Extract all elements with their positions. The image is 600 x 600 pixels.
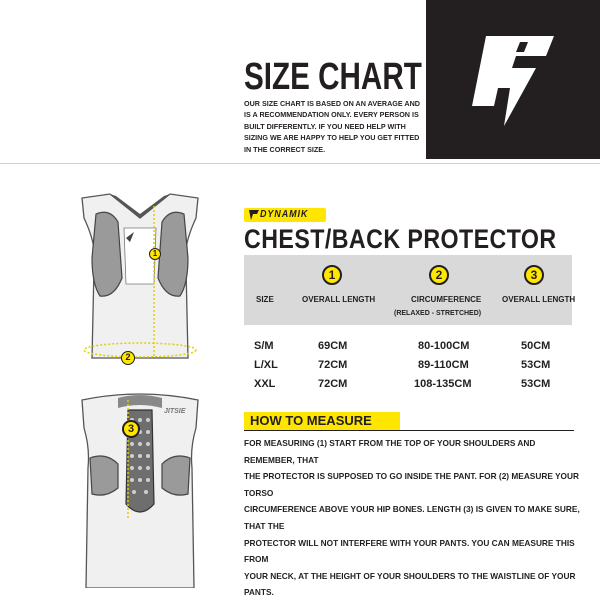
column-2-label: CIRCUMFERENCE	[411, 295, 482, 304]
how-to-measure-text	[244, 435, 584, 600]
cell-length3: 53CM	[521, 378, 551, 390]
cell-length3: 53CM	[521, 359, 551, 371]
table-row	[244, 340, 572, 356]
how-to-measure-line: PROTECTOR WILL NOT INTERFERE WITH YOUR PANTS. YOU CAN MEASURE THIS FROM	[244, 537, 575, 565]
column-2-number-icon: 2	[429, 265, 449, 285]
cell-size: XXL	[254, 378, 276, 390]
table-row	[244, 359, 572, 375]
cell-length3: 50CM	[521, 340, 551, 352]
back-vest-image	[82, 394, 198, 588]
column-1-number-icon: 1	[322, 265, 342, 285]
column-1-label: OVERALL LENGTH	[302, 295, 376, 304]
header-divider	[0, 163, 600, 164]
cell-circumference: 80-100CM	[418, 340, 470, 352]
cell-size: S/M	[254, 340, 274, 352]
cell-circumference: 89-110CM	[418, 359, 469, 371]
page-title: SIZE CHART	[244, 56, 422, 98]
how-to-measure-line: CIRCUMFERENCE ABOVE YOUR HIP BONES. LENGTH (3) IS GIVEN TO MAKE SURE, THAT THE	[244, 504, 580, 531]
brand-logo-block	[426, 0, 600, 159]
how-to-measure-line: YOUR NECK, AT THE HEIGHT OF YOUR SHOULDERS TO THE WAISTLINE OF YOUR PANTS.	[244, 570, 576, 598]
brand-badge	[244, 208, 326, 222]
marker-2-icon: 2	[121, 351, 135, 365]
column-size-label: SIZE	[256, 295, 274, 304]
marker-1-icon: 1	[149, 248, 161, 260]
cell-size: L/XL	[254, 359, 278, 371]
product-title: CHEST/BACK PROTECTOR	[244, 224, 557, 254]
cell-length1: 72CM	[318, 378, 348, 390]
how-to-measure-line: FOR MEASURING (1) START FROM THE TOP OF YOUR SHOULDERS AND REMEMBER, THAT	[244, 438, 536, 465]
size-table-header	[244, 255, 576, 325]
column-3-number-icon: 3	[524, 265, 544, 285]
marker-3-icon: 3	[122, 420, 140, 438]
table-row	[244, 378, 572, 394]
how-to-measure-rule	[244, 430, 574, 431]
front-vest-image	[82, 194, 198, 358]
cell-circumference: 108-135CM	[414, 378, 472, 390]
brand-badge-text: DYNAMIK	[260, 209, 309, 220]
how-to-measure-heading: HOW TO MEASURE	[244, 412, 400, 430]
brand-logo-icon	[458, 26, 568, 136]
dynamik-logo-icon	[247, 210, 259, 220]
protector-illustration	[70, 188, 210, 593]
how-to-measure-line: THE PROTECTOR IS SUPPOSED TO GO INSIDE THE PANT. FOR (2) MEASURE YOUR TORSO	[244, 471, 579, 498]
cell-length1: 69CM	[318, 340, 348, 352]
back-logo-text: JITSIE	[164, 408, 186, 415]
intro-text: OUR SIZE CHART IS BASED ON AN AVERAGE AND IS A RECOMMENDATION ONLY. EVERY PERSON IS BUILT DIFFERENTLY. IF YOU NEED HELP WITH SIZING WE ARE HAPPY TO HELP YOU GET FITTED IN THE CORRECT SIZE.	[244, 99, 420, 154]
column-2-sublabel: (RELAXED - STRETCHED)	[394, 310, 482, 317]
cell-length1: 72CM	[318, 359, 348, 371]
column-3-label: OVERALL LENGTH	[502, 295, 576, 304]
